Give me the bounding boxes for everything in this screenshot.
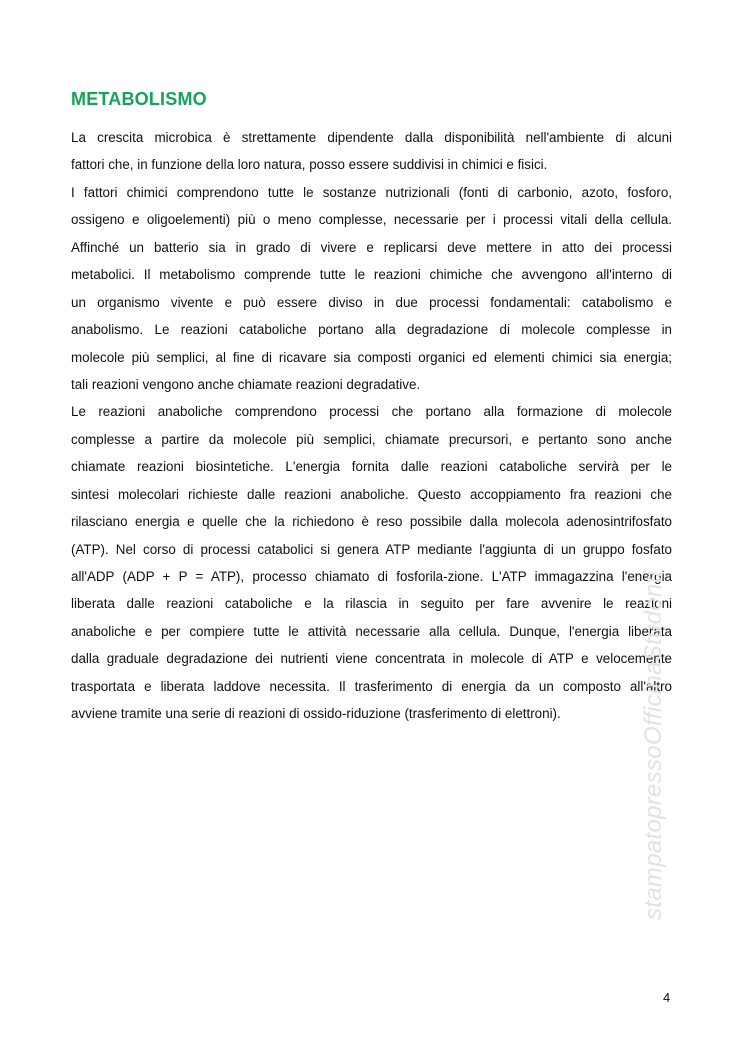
text-line: rilasciano energia e quelle che la richiedono è reso possibile dalla molecola adenosintrifosfato (71, 514, 672, 530)
text-line: un organismo vivente e può essere diviso in due processi fondamentali: catabolismo e (71, 294, 672, 310)
text-line: anaboliche e per compiere tutte le attività necessarie alla cellula. Dunque, l'energia liberata (71, 623, 672, 639)
text-line: La crescita microbica è strettamente dipendente dalla disponibilità nell'ambiente di alcuni (71, 130, 672, 145)
text-line: sintesi molecolari richieste dalle reazioni anaboliche. Questo accoppiamento fra reazioni che (71, 486, 672, 502)
text-line: all'ADP (ADP + P = ATP), processo chiamato di fosforila-zione. L'ATP immagazzina l'energia (71, 569, 672, 584)
document-body (71, 124, 672, 728)
text-line: I fattori chimici comprendono tutte le sostanze nutrizionali (fonti di carbonio, azoto, fosforo, (71, 184, 672, 200)
text-line: metabolici. Il metabolismo comprende tutte le reazioni chimiche che avvengono all'interno di (71, 267, 672, 283)
text-line: trasportata e liberata laddove necessita. Il trasferimento di energia da un composto all'altro (71, 678, 672, 694)
paragraph (71, 179, 672, 399)
section-title: METABOLISMO (71, 89, 207, 109)
paragraph (71, 398, 672, 727)
text-line: fattori che, in funzione della loro natura, posso essere suddivisi in chimici e fisici. (71, 157, 548, 173)
text-line: ossigeno e oligoelementi) più o meno complesse, necessarie per i processi vitali della cellula. (71, 212, 672, 228)
text-line: Le reazioni anaboliche comprendono processi che portano alla formazione di molecole (71, 404, 672, 420)
text-line: dalla graduale degradazione dei nutrienti viene concentrata in molecole di ATP e velocemente (71, 651, 672, 667)
watermark: stampatopressoOfficinaStudenti (640, 570, 667, 920)
text-line: anabolismo. Le reazioni cataboliche portano alla degradazione di molecole complesse in (71, 322, 672, 338)
text-line: complesse a partire da molecole più semplici, chiamate precursori, e pertanto sono anche (71, 431, 672, 447)
paragraph (71, 124, 672, 179)
text-line: molecole più semplici, al fine di ricavare sia composti organici ed elementi chimici sia energia; (71, 349, 672, 365)
text-line: avviene tramite una serie di reazioni di ossido-riduzione (trasferimento di elettroni). (71, 706, 561, 722)
text-line: (ATP). Nel corso di processi catabolici si genera ATP mediante l'aggiunta di un gruppo fosfato (71, 541, 672, 557)
text-line: tali reazioni vengono anche chiamate reazioni degradative. (71, 376, 421, 392)
text-line: liberata dalle reazioni cataboliche e la rilascia in seguito per fare avvenire le reazioni (71, 596, 672, 612)
page-number: 4 (663, 990, 671, 1005)
text-line: Affinché un batterio sia in grado di vivere e replicarsi deve mettere in atto dei processi (71, 239, 672, 255)
text-line: chiamate reazioni biosintetiche. L'energia fornita dalle reazioni cataboliche servirà per le (71, 459, 672, 475)
